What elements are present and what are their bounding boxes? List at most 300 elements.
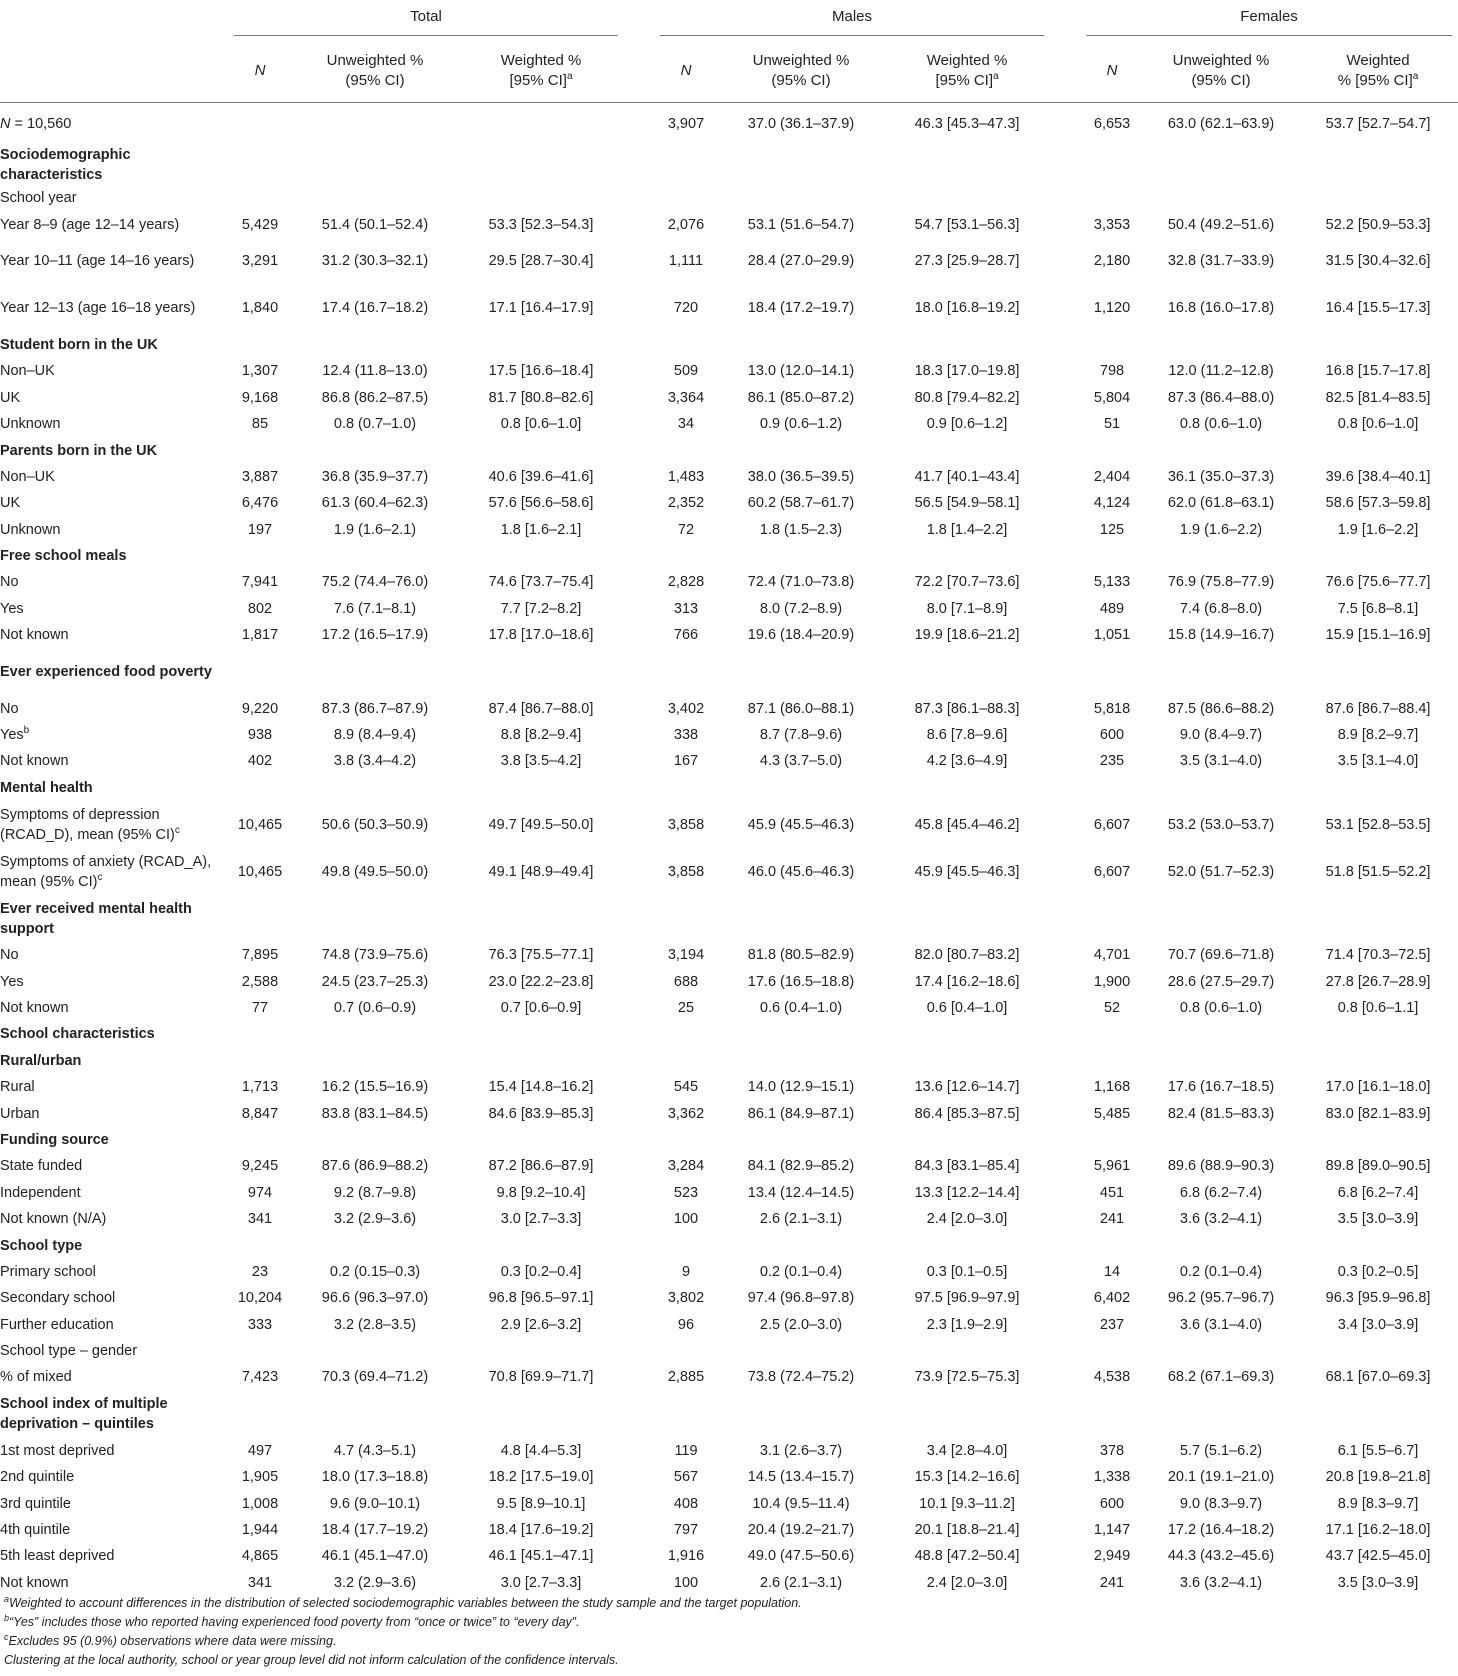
cell-percent: 4.3 (3.7–5.0) <box>759 753 843 770</box>
cell-percent: 2.6 (2.1–3.1) <box>759 1574 843 1591</box>
cell-n: 77 <box>251 1000 269 1016</box>
cell-percent: 49.7 [49.5–50.0] <box>488 816 594 833</box>
cell-percent: 3.8 (3.4–4.2) <box>333 753 417 770</box>
cell-percent: 76.3 [75.5–77.1] <box>488 947 594 964</box>
row-label: Non–UK <box>0 468 55 485</box>
cell-percent: 3.0 [2.7–3.3] <box>500 1211 582 1228</box>
cell-percent: 82.5 [81.4–83.5] <box>1325 389 1431 406</box>
row-label: Secondary school <box>0 1290 116 1307</box>
col-header-n: N <box>228 40 292 103</box>
table-row <box>0 695 1458 721</box>
row-label: Yes$^b$ <box>0 725 30 744</box>
cell-n: 3,284 <box>667 1158 705 1175</box>
cell-percent: 9.8 [9.2–10.4] <box>496 1184 586 1201</box>
cell-percent <box>292 103 458 146</box>
cell-n: 333 <box>247 1316 273 1333</box>
cell-percent: 87.6 [86.7–88.4] <box>1325 700 1431 717</box>
cell-n: 167 <box>673 753 699 770</box>
cell-percent: 52.0 (51.7–52.3) <box>1167 863 1275 880</box>
cell-n: 85 <box>251 416 269 433</box>
cell-n: 2,352 <box>667 495 705 512</box>
cell-percent: 13.0 (12.0–14.1) <box>747 363 855 380</box>
cell-percent: 86.1 (84.9–87.1) <box>747 1105 855 1122</box>
cell-percent: 57.6 [56.6–58.6] <box>488 495 594 512</box>
cell-n: 6,607 <box>1093 863 1131 880</box>
cell-n: 3,858 <box>667 863 705 880</box>
cell-percent: 4.2 [3.6–4.9] <box>926 753 1008 770</box>
cell-percent: 46.0 (45.6–46.3) <box>747 863 855 880</box>
cell-percent: 5.7 (5.1–6.2) <box>1179 1442 1263 1459</box>
cell-n: 509 <box>673 363 699 380</box>
cell-percent: 18.0 [16.8–19.2] <box>914 300 1020 317</box>
cell-n: 341 <box>247 1211 273 1228</box>
cell-n: 3,291 <box>241 253 279 270</box>
table-row <box>0 1338 1458 1364</box>
cell-percent: 52.2 [50.9–53.3] <box>1325 216 1431 233</box>
cell-percent: 96.2 (95.7–96.7) <box>1167 1290 1275 1307</box>
cell-percent: 3.1 (2.6–3.7) <box>759 1442 843 1459</box>
row-label: Symptoms of anxiety (RCAD_A), mean (95% CI)$^c$ <box>0 853 212 890</box>
table-row <box>0 968 1458 994</box>
cell-n: 5,429 <box>241 216 279 233</box>
cell-percent: 0.7 [0.6–0.9] <box>500 1000 582 1016</box>
cell-n: 6,476 <box>241 495 279 512</box>
cell-percent: 3.8 [3.5–4.2] <box>500 753 582 770</box>
group-header-males: Males <box>654 0 1050 40</box>
cell-percent: 76.6 [75.6–77.7] <box>1325 574 1431 591</box>
cell-n: 9,220 <box>241 700 279 717</box>
table-row <box>0 490 1458 516</box>
row-label: Year 8–9 (age 12–14 years) <box>0 216 180 233</box>
cell-percent: 3.2 (2.9–3.6) <box>333 1574 417 1591</box>
cell-n: 241 <box>1099 1211 1125 1228</box>
cell-percent: 53.3 [52.3–54.3] <box>488 216 594 233</box>
cell-percent: 14.0 (12.9–15.1) <box>747 1079 855 1096</box>
cell-percent: 76.9 (75.8–77.9) <box>1167 574 1275 591</box>
row-label: UK <box>0 389 21 406</box>
row-label: Parents born in the UK <box>0 442 158 459</box>
cell-percent: 75.2 (74.4–76.0) <box>321 574 429 591</box>
cell-percent <box>1144 1338 1298 1364</box>
table-row <box>0 1259 1458 1285</box>
cell-percent: 19.9 [18.6–21.2] <box>914 627 1020 644</box>
cell-percent: 18.3 [17.0–19.8] <box>914 363 1020 380</box>
col-header-unweighted: Unweighted % (95% CI) <box>718 40 884 103</box>
cell-percent: 6.1 [5.5–6.7] <box>1337 1442 1419 1459</box>
table-row <box>0 1570 1458 1596</box>
cell-percent: 28.4 (27.0–29.9) <box>747 253 855 270</box>
cell-percent: 20.1 (19.1–21.0) <box>1167 1469 1275 1486</box>
row-label: 5th least deprived <box>0 1548 115 1565</box>
cell-percent: 71.4 [70.3–72.5] <box>1325 947 1431 964</box>
cell-percent: 2.5 (2.0–3.0) <box>759 1316 843 1333</box>
cell-percent: 49.1 [48.9–49.4] <box>488 863 594 880</box>
group-header-females: Females <box>1080 0 1458 40</box>
cell-n: 1,713 <box>241 1079 279 1096</box>
table-row <box>0 1490 1458 1516</box>
cell-percent: 82.4 (81.5–83.3) <box>1167 1105 1275 1122</box>
row-label: Independent <box>0 1184 81 1201</box>
row-label: School year <box>0 190 77 207</box>
cell-percent: 3.4 [3.0–3.9] <box>1337 1316 1419 1333</box>
cell-percent: 87.2 [86.6–87.9] <box>488 1158 594 1175</box>
table-row <box>0 1100 1458 1126</box>
cell-percent: 62.0 (61.8–63.1) <box>1167 495 1275 512</box>
cell-percent: 96.3 [95.9–96.8] <box>1325 1290 1431 1307</box>
cell-percent: 63.0 (62.1–63.9) <box>1167 116 1275 132</box>
cell-percent: 96.6 (96.3–97.0) <box>321 1290 429 1307</box>
cell-n: 766 <box>673 627 699 644</box>
cell-percent: 0.8 (0.6–1.0) <box>1179 1000 1263 1016</box>
table-row <box>0 848 1458 895</box>
section-row <box>0 775 1458 801</box>
row-label: Funding source <box>0 1131 109 1148</box>
cell-percent: 0.6 [0.4–1.0] <box>926 1000 1008 1016</box>
cell-n: 523 <box>673 1184 699 1201</box>
cell-n <box>228 1338 292 1364</box>
section-row <box>0 1232 1458 1258</box>
cell-percent: 84.6 [83.9–85.3] <box>488 1105 594 1122</box>
section-row <box>0 1021 1458 1047</box>
cell-n: 1,147 <box>1093 1522 1131 1539</box>
section-row <box>0 437 1458 463</box>
cell-percent: 9.6 (9.0–10.1) <box>329 1495 421 1512</box>
cell-percent: 17.4 [16.2–18.6] <box>914 973 1020 990</box>
col-header-unweighted: Unweighted % (95% CI) <box>1144 40 1298 103</box>
table-row <box>0 1180 1458 1206</box>
cell-percent <box>292 185 458 211</box>
row-label: % of mixed <box>0 1369 72 1386</box>
cell-n: 34 <box>677 416 695 433</box>
cell-percent: 80.8 [79.4–82.2] <box>914 389 1020 406</box>
table-row <box>0 748 1458 774</box>
row-label: Not known <box>0 627 69 644</box>
cell-n: 600 <box>1099 1495 1125 1512</box>
cell-percent: 82.0 [80.7–83.2] <box>914 947 1020 964</box>
row-label: Unknown <box>0 416 61 433</box>
row-label: Ever experienced food poverty <box>0 663 212 680</box>
cell-percent <box>458 185 624 211</box>
cell-n: 545 <box>673 1079 699 1096</box>
cell-n: 1,338 <box>1093 1469 1131 1486</box>
cell-percent: 86.8 (86.2–87.5) <box>321 389 429 406</box>
cell-n: 2,076 <box>667 216 705 233</box>
cell-percent <box>718 185 884 211</box>
cell-percent: 7.6 (7.1–8.1) <box>333 600 417 617</box>
cell-percent: 0.3 [0.1–0.5] <box>926 1263 1008 1280</box>
cell-percent: 4.8 [4.4–5.3] <box>500 1442 582 1459</box>
cell-percent: 17.6 (16.5–18.8) <box>747 973 855 990</box>
cell-percent: 13.6 [12.6–14.7] <box>914 1079 1020 1096</box>
cell-n: 2,404 <box>1093 468 1131 485</box>
row-label: No <box>0 700 19 717</box>
cell-percent: 27.8 [26.7–28.9] <box>1325 973 1431 990</box>
cell-percent: 4.7 (4.3–5.1) <box>333 1442 417 1459</box>
cell-percent: 2.4 [2.0–3.0] <box>926 1574 1008 1591</box>
row-label: Yes <box>0 600 24 617</box>
footnote: $^a$Weighted to account differences in the distribution of selected sociodemographic variables between the study sample and the target population. <box>4 1593 802 1610</box>
cell-percent: 29.5 [28.7–30.4] <box>488 253 594 270</box>
cell-percent: 10.1 [9.3–11.2] <box>919 1495 1015 1512</box>
row-label: Sociodemographic characteristics <box>0 147 131 183</box>
table-row <box>0 596 1458 622</box>
cell-percent: 68.1 [67.0–69.3] <box>1325 1369 1431 1386</box>
footnote: $^c$Excludes 95 (0.9%) observations where data were missing. <box>4 1631 337 1648</box>
cell-percent: 8.8 [8.2–9.4] <box>500 727 582 744</box>
table-row <box>0 622 1458 648</box>
cell-percent: 1.9 [1.6–2.2] <box>1337 521 1419 538</box>
cell-n: 9 <box>681 1263 691 1280</box>
table-footnotes <box>4 1594 802 1670</box>
cell-percent: 19.6 (18.4–20.9) <box>747 627 855 644</box>
table-row <box>0 1074 1458 1100</box>
cell-percent: 48.8 [47.2–50.4] <box>914 1548 1020 1565</box>
row-label: Not known <box>0 1000 69 1016</box>
cell-percent: 87.3 [86.1–88.3] <box>914 700 1020 717</box>
row-label: Ever received mental health support <box>0 900 192 937</box>
footnote: $^b$“Yes” includes those who reported having experienced food poverty from “once or twice” to “every day”. <box>4 1612 580 1629</box>
cell-percent: 74.6 [73.7–75.4] <box>488 574 594 591</box>
cell-n: 10,204 <box>237 1290 283 1307</box>
cell-percent: 43.7 [42.5–45.0] <box>1325 1548 1431 1565</box>
cell-percent: 8.7 (7.8–9.6) <box>759 727 843 744</box>
row-label: School characteristics <box>0 1026 155 1043</box>
row-label: Year 10–11 (age 14–16 years) <box>0 253 195 270</box>
cell-n: 974 <box>247 1184 273 1201</box>
cell-n: 119 <box>674 1442 698 1459</box>
cell-n: 5,804 <box>1093 389 1131 406</box>
cell-percent: 15.9 [15.1–16.9] <box>1325 627 1431 644</box>
cell-percent: 24.5 (23.7–25.3) <box>321 973 429 990</box>
cell-n: 408 <box>673 1495 699 1512</box>
cell-n: 5,485 <box>1093 1105 1131 1122</box>
cell-n <box>654 185 718 211</box>
cell-percent: 13.3 [12.2–14.4] <box>914 1184 1020 1201</box>
cell-percent: 86.4 [85.3–87.5] <box>914 1105 1020 1122</box>
cell-n: 1,817 <box>241 627 279 644</box>
cell-percent: 3.2 (2.9–3.6) <box>333 1211 417 1228</box>
cell-percent: 17.4 (16.7–18.2) <box>321 300 429 317</box>
row-label: 1st most deprived <box>0 1442 115 1459</box>
cell-n: 10,465 <box>237 863 283 880</box>
cell-n: 600 <box>1099 727 1125 744</box>
cell-percent: 15.3 [14.2–16.6] <box>914 1469 1020 1486</box>
cell-percent: 54.7 [53.1–56.3] <box>914 216 1020 233</box>
cell-percent: 18.2 [17.5–19.0] <box>488 1469 594 1486</box>
cell-percent: 70.7 (69.6–71.8) <box>1167 947 1275 964</box>
cell-percent: 0.2 (0.1–0.4) <box>1179 1263 1263 1280</box>
col-header-weighted: Weighted % [95% CI]$^a$ <box>458 40 624 103</box>
cell-percent: 1.8 [1.4–2.2] <box>926 521 1008 538</box>
cell-percent: 36.8 (35.9–37.7) <box>321 468 429 485</box>
cell-percent: 3.5 (3.1–4.0) <box>1179 753 1263 770</box>
cell-n: 338 <box>673 727 699 744</box>
cell-n: 5,818 <box>1093 700 1131 717</box>
section-row <box>0 145 1458 185</box>
cell-percent: 3.4 [2.8–4.0] <box>926 1442 1008 1459</box>
section-row <box>0 332 1458 358</box>
cell-percent: 45.9 [45.5–46.3] <box>914 863 1020 880</box>
cell-percent: 18.4 [17.6–19.2] <box>488 1522 594 1539</box>
cell-percent: 27.3 [25.9–28.7] <box>914 253 1020 270</box>
group-header-total: Total <box>228 0 624 40</box>
cell-percent: 18.4 (17.7–19.2) <box>321 1522 429 1539</box>
cell-percent: 6.8 (6.2–7.4) <box>1179 1184 1263 1201</box>
section-row <box>0 1391 1458 1438</box>
cell-percent <box>884 1338 1050 1364</box>
cell-percent: 9.5 [8.9–10.1] <box>496 1495 586 1512</box>
cell-n <box>654 1338 718 1364</box>
row-label: 2nd quintile <box>0 1469 75 1486</box>
row-label: Yes <box>0 973 24 990</box>
cell-n: 241 <box>1099 1574 1125 1591</box>
table-row <box>0 569 1458 595</box>
row-label: Urban <box>0 1105 40 1122</box>
table-row <box>0 238 1458 285</box>
cell-percent: 45.8 [45.4–46.2] <box>914 816 1020 833</box>
cell-n: 8,847 <box>241 1105 279 1122</box>
cell-percent: 7.7 [7.2–8.2] <box>500 600 582 617</box>
cell-percent: 0.6 (0.4–1.0) <box>759 1000 843 1016</box>
cell-n: 567 <box>673 1469 699 1486</box>
section-row <box>0 648 1458 695</box>
cell-percent: 10.4 (9.5–11.4) <box>752 1495 850 1512</box>
cell-percent: 96.8 [96.5–97.1] <box>488 1290 594 1307</box>
cell-percent: 2.9 [2.6–3.2] <box>500 1316 582 1333</box>
cell-percent: 87.6 (86.9–88.2) <box>321 1158 429 1175</box>
cell-percent: 3.6 (3.1–4.0) <box>1179 1316 1263 1333</box>
cell-n: 802 <box>247 600 273 617</box>
cell-n: 1,168 <box>1093 1079 1131 1096</box>
cell-percent: 8.6 [7.8–9.6] <box>926 727 1008 744</box>
row-label: Mental health <box>0 779 93 796</box>
cell-percent: 1.8 [1.6–2.1] <box>500 521 582 538</box>
cell-percent <box>1298 1338 1458 1364</box>
table-row <box>0 517 1458 543</box>
cell-percent <box>458 103 624 146</box>
table-row <box>0 211 1458 237</box>
cell-n: 2,885 <box>667 1369 705 1386</box>
cell-percent: 9.2 (8.7–9.8) <box>333 1184 417 1201</box>
cell-n: 1,483 <box>667 468 705 485</box>
cell-n <box>228 185 292 211</box>
cell-n: 938 <box>247 727 273 744</box>
cell-n: 7,423 <box>241 1369 279 1386</box>
cell-percent: 17.2 (16.4–18.2) <box>1167 1522 1275 1539</box>
cell-n: 96 <box>677 1316 695 1333</box>
table-row <box>0 1312 1458 1338</box>
cell-percent: 39.6 [38.4–40.1] <box>1325 468 1431 485</box>
cell-percent: 87.3 (86.7–87.9) <box>321 700 429 717</box>
table-row <box>0 722 1458 748</box>
cell-percent: 15.8 (14.9–16.7) <box>1167 627 1275 644</box>
cell-percent: 31.5 [30.4–32.6] <box>1325 253 1431 270</box>
cell-percent: 53.2 (53.0–53.7) <box>1167 816 1275 833</box>
row-label: School type <box>0 1237 83 1254</box>
cell-n: 4,538 <box>1093 1369 1131 1386</box>
cell-percent: 16.2 (15.5–16.9) <box>321 1079 429 1096</box>
cell-n: 1,905 <box>241 1469 279 1486</box>
cell-percent: 17.0 [16.1–18.0] <box>1325 1079 1431 1096</box>
cell-n: 797 <box>673 1522 699 1539</box>
cell-percent: 8.9 [8.2–9.7] <box>1337 727 1419 744</box>
cell-percent: 87.3 (86.4–88.0) <box>1167 389 1275 406</box>
cell-n: 3,194 <box>667 947 705 964</box>
cell-n: 4,865 <box>241 1548 279 1565</box>
table-row <box>0 1517 1458 1543</box>
cell-n: 7,941 <box>241 574 279 591</box>
row-label: Rural/urban <box>0 1052 82 1069</box>
cell-n <box>228 103 292 146</box>
cell-percent: 61.3 (60.4–62.3) <box>321 495 429 512</box>
cell-percent: 0.9 [0.6–1.2] <box>926 416 1008 433</box>
cell-n: 2,949 <box>1093 1548 1131 1565</box>
cell-percent: 0.8 [0.6–1.1] <box>1337 1000 1419 1016</box>
cell-percent: 16.8 [15.7–17.8] <box>1325 363 1431 380</box>
cell-n: 1,916 <box>667 1548 705 1565</box>
cell-percent: 31.2 (30.3–32.1) <box>321 253 429 270</box>
cell-n: 489 <box>1099 600 1125 617</box>
col-header-n: N <box>1080 40 1144 103</box>
cell-percent: 0.8 [0.6–1.0] <box>500 416 582 433</box>
cell-n: 9,245 <box>241 1158 279 1175</box>
cell-percent: 17.6 (16.7–18.5) <box>1167 1079 1275 1096</box>
cell-n: 25 <box>677 1000 695 1016</box>
cell-percent: 9.0 (8.4–9.7) <box>1179 727 1263 744</box>
cell-percent <box>1298 185 1458 211</box>
table-row <box>0 1464 1458 1490</box>
cell-percent: 3.5 [3.0–3.9] <box>1337 1211 1419 1228</box>
cell-n: 451 <box>1099 1184 1125 1201</box>
cell-percent: 0.8 (0.6–1.0) <box>1179 416 1263 433</box>
cell-n: 3,362 <box>667 1105 705 1122</box>
cell-n: 3,907 <box>667 116 705 132</box>
cell-n: 798 <box>1099 363 1125 380</box>
cell-percent: 38.0 (36.5–39.5) <box>747 468 855 485</box>
section-row <box>0 895 1458 942</box>
cell-percent: 0.7 (0.6–0.9) <box>333 1000 417 1016</box>
cell-n: 3,858 <box>667 816 705 833</box>
cell-percent: 89.6 (88.9–90.3) <box>1167 1158 1275 1175</box>
cell-n: 5,133 <box>1093 574 1131 591</box>
cell-n: 2,828 <box>667 574 705 591</box>
cell-percent: 3.0 [2.7–3.3] <box>500 1574 582 1591</box>
cell-n: 51 <box>1103 416 1121 433</box>
cell-percent: 1.8 (1.5–2.3) <box>759 521 843 538</box>
cell-percent: 12.0 (11.2–12.8) <box>1168 363 1274 380</box>
table-row <box>0 1206 1458 1232</box>
cell-n: 1,944 <box>241 1522 279 1539</box>
table-row <box>0 185 1458 211</box>
cell-percent: 14.5 (13.4–15.7) <box>747 1469 855 1486</box>
cell-percent: 13.4 (12.4–14.5) <box>747 1184 855 1201</box>
cell-percent: 46.1 (45.1–47.0) <box>321 1548 429 1565</box>
cell-percent: 12.4 (11.8–13.0) <box>322 363 428 380</box>
cell-n: 5,961 <box>1093 1158 1131 1175</box>
cell-n: 1,120 <box>1093 300 1131 317</box>
cell-percent: 53.1 [52.8–53.5] <box>1325 816 1431 833</box>
cell-percent: 50.6 (50.3–50.9) <box>321 816 429 833</box>
cell-percent: 8.9 [8.3–9.7] <box>1337 1495 1419 1512</box>
cell-percent: 17.1 [16.4–17.9] <box>488 300 594 317</box>
cell-percent: 73.9 [72.5–75.3] <box>914 1369 1020 1386</box>
footnote: Clustering at the local authority, school or year group level did not inform calculation of the confidence intervals. <box>4 1653 619 1667</box>
cell-percent: 1.9 (1.6–2.2) <box>1179 521 1263 538</box>
cell-n: 1,900 <box>1093 973 1131 990</box>
section-row <box>0 1127 1458 1153</box>
row-label: 4th quintile <box>0 1522 71 1539</box>
row-label: No <box>0 574 19 591</box>
